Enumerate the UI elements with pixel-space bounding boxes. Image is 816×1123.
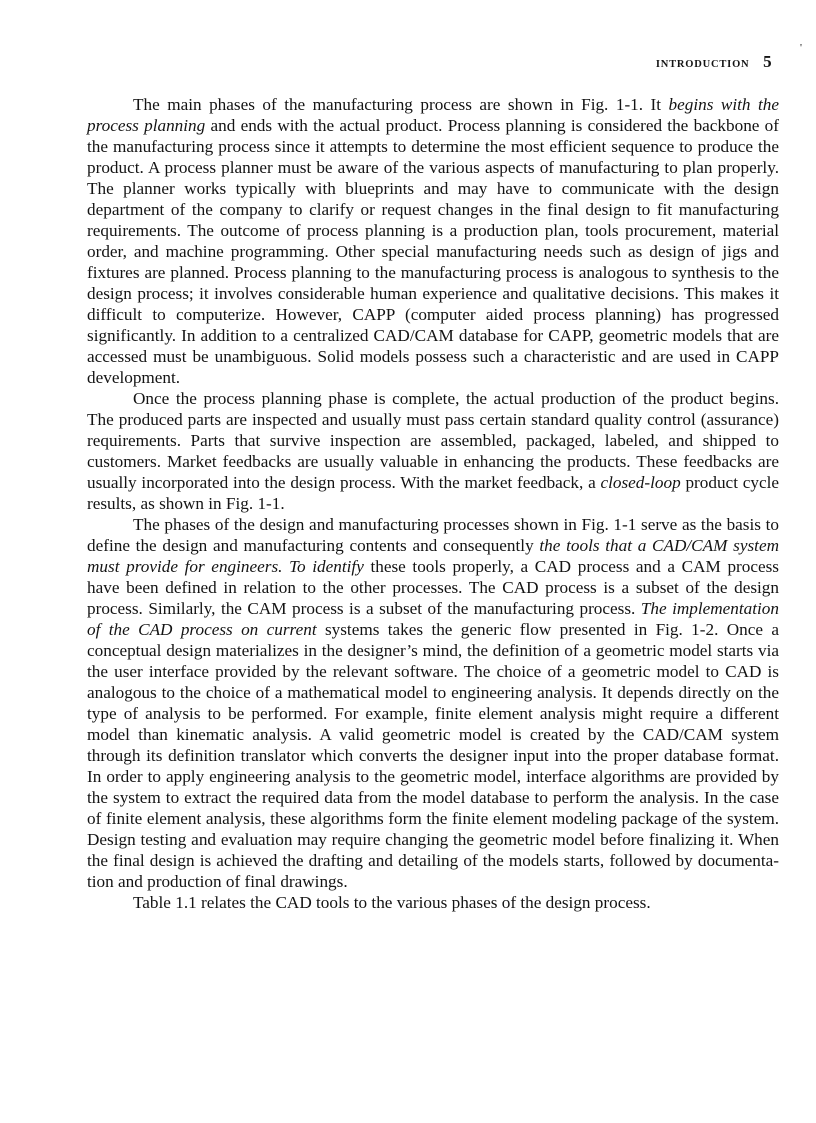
stray-mark: ': [800, 42, 802, 54]
text-run: these tools properly, a CAD process and a CAM process have been defined in relation to the other processes. The CAD process is a subset of the design process. Similarly, the CAM process is a subset of the manufacturing process.: [87, 557, 779, 618]
text-run: The phases of the design and manufacturing processes shown in Fig. 1-1 serve as the basis to define the design and manufacturing contents and consequently: [87, 515, 779, 555]
italic-text-run: The implementation of the CAD process on current: [87, 599, 779, 639]
text-run: Table 1.1 relates the CAD tools to the various phases of the design process.: [133, 893, 651, 912]
text-run: Once the process planning phase is complete, the actual production of the product begins. The produced parts are inspected and usually must pass certain standard quality control (assurance) requirements. Parts that survive inspection are assembled, packaged, labeled, and shipped to customers. Market feedbacks are usually valuable in enhancing the products. These feedbacks are usually incorporated into the design process. With the market feedback, a: [87, 389, 779, 492]
running-header: [656, 52, 772, 72]
body-text: [87, 94, 779, 913]
paragraph: [87, 514, 779, 892]
paragraph: [87, 388, 779, 514]
text-run: and ends with the actual product. Process planning is considered the backbone of the manufacturing process since it attempts to determine the most efficient sequence to produce the product. A process planner must be aware of the various aspects of manufacturing to plan properly. The planner works typically with blueprints and may have to communicate with the design department of the company to clarify or request changes in the final design to fit manufacturing requirements. The outcome of process planning is a production plan, tools procurement, material order, and machine programming. Other special manufacturing needs such as design of jigs and fixtures are planned. Process planning to the manufacturing process is analogous to synthesis to the design process; it involves considerable human experience and qualitative decisions. This makes it difficult to computerize. However, CAPP (computer aided process planning) has progressed significantly. In addition to a centralized CAD/CAM database for CAPP, geometric models that are accessed must be unambiguous. Solid models possess such a characteristic and are used in CAPP development.: [87, 116, 779, 387]
text-run: product cycle results, as shown in Fig. 1-1.: [87, 473, 779, 513]
italic-text-run: begins with the process planning: [87, 95, 780, 135]
paragraph: [87, 94, 779, 388]
page-number: 5: [763, 52, 772, 71]
italic-text-run: the tools that a CAD/CAM system must provide for engineers. To identify: [87, 536, 779, 576]
italic-text-run: closed-loop: [600, 473, 681, 492]
paragraph: [87, 892, 779, 913]
running-head-title: INTRODUCTION: [655, 59, 750, 70]
text-run: systems takes the generic flow presented in Fig. 1-2. Once a conceptual design materializes in the designer’s mind, the definition of a geometric model starts via the user interface provided by the relevant software. The choice of a geometric model to CAD is analogous to the choice of a mathematical model to engineering analysis. It depends directly on the type of analysis to be performed. For example, finite element analysis might require a different model than kinematic analysis. A valid geometric model is created by the CAD/CAM system through its definition translator which converts the designer input into the proper database format. In order to apply engineering analysis to the geometric model, interface algorithms are provided by the system to extract the required data from the model database to perform the analysis. In the case of finite element analysis, these algorithms form the finite element modeling package of the system. Design testing and evaluation may require changing the geometric model before finalizing it. When the final design is achieved the drafting and detailing of the models starts, followed by documentation and production of final drawings.: [87, 620, 779, 891]
text-run: The main phases of the manufacturing process are shown in Fig. 1-1. It: [133, 95, 669, 114]
